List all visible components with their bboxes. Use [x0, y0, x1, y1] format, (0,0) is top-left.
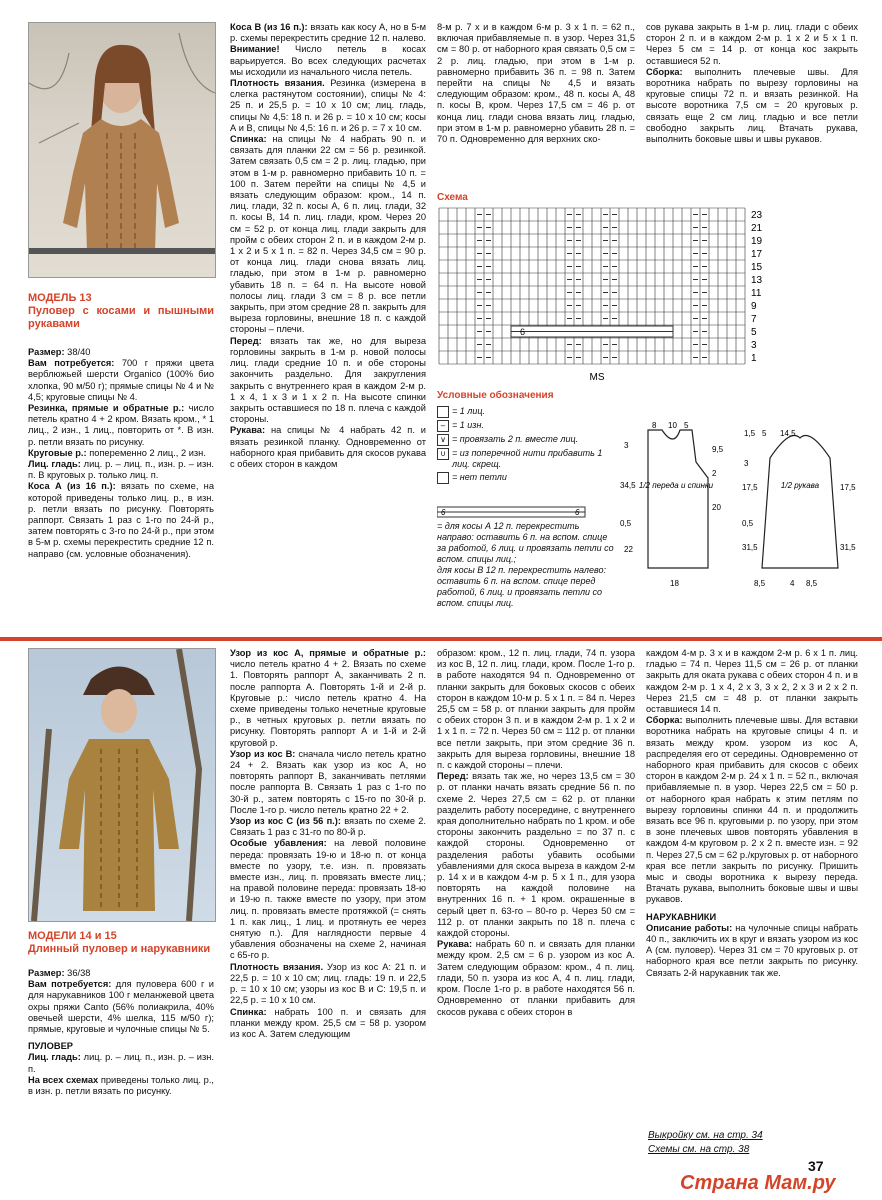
pattern-dimension: 3: [744, 459, 749, 468]
legend-item: [437, 434, 617, 446]
cross-symbol-icon: [437, 506, 587, 518]
pattern-dimension: 17,5: [742, 483, 758, 492]
pattern-dimension: 0,5: [620, 519, 632, 528]
scheme-row-number: 21: [751, 223, 763, 234]
pattern-sleeve: [740, 418, 860, 604]
paragraph: 8-м р. 7 x и в каждом 6-м р. 3 x 1 п. = 62 п., включая прибавляемые п. в узор. Через 31,5 см = 80 р. от наборного края связать 0,5 см = 2 р. лиц. гладью, при этом в 1-м р. равномерно прибавить 36 п. = 98 п. Затем перейти на спицы № 4,5 и вязать следующим образом: кром., 48 п. косы А, 48 п. косы В, кром. Через 17,5 см = 46 р. от конца лиц. глади снова вязать лиц. гладью, при этом в 1-м р. равномерно убавить 28 п. = 70 п. Одновременно для верхних ско-: [437, 22, 635, 145]
pattern1-label: 1/2 переда и спинки: [638, 481, 714, 490]
model13-subtitle: Пуловер с косами и пышными рукавами: [28, 305, 214, 330]
model13-column-4: [646, 22, 858, 182]
paragraph-heading: Лиц. гладь:: [28, 459, 81, 470]
pattern-dimension: 8,5: [806, 579, 818, 588]
pattern-dimension: 4: [790, 579, 795, 588]
paragraph-heading: Резинка, прямые и обратные р.:: [28, 403, 185, 414]
legend-item: [437, 472, 617, 484]
legend-item: [437, 420, 617, 432]
pattern-dimension: 20: [712, 503, 721, 512]
model14-column-3: [437, 648, 635, 1178]
svg-text:6: 6: [575, 508, 580, 517]
paragraph: Вам потребуется: 700 г пряжи цвета верблюжьей шерсти Organico (100% био хлопка, 90 м/50 г); прямые спицы № 4 и № 4,5; круговые спицы № 4.: [28, 358, 214, 402]
scheme-ms-label: MS: [589, 372, 605, 383]
paragraph: Плотность вязания. Резинка (измерена в слегка растянутом состоянии), спицы № 4: 25 п. и 25,5 р. = 10 x 10 см; лиц. гладь, спицы № 4,5: 18 п. и 26 р. = 10 x 10 см; косы А и В, спицы № 4,5: 16 п. и 26 р. = 7 x 10 см.: [230, 78, 426, 133]
legend-cross: [437, 506, 617, 609]
pattern2-label: 1/2 рукава: [780, 481, 820, 490]
scheme-row-number: 11: [751, 288, 762, 299]
legend-text: = провязать 2 п. вместе лиц.: [452, 434, 579, 444]
scheme-row-number: 17: [751, 249, 763, 260]
paragraph: Круговые р.: попеременно 2 лиц., 2 изн.: [28, 447, 206, 458]
paragraph: Сборка: выполнить плечевые швы. Для воротника набрать по вырезу горловины на круговые спицы 72 п. и вязать резинкой. На высоте воротника 7,5 см = 20 круговых р. связать еще 2 см лиц. гладью и все петли свободно закрыть лиц. Втачать рукава, выполнить боковые швы и швы рукавов.: [646, 66, 858, 145]
legend-cross-a: = для косы А 12 п. перекрестить направо: оставить 6 п. на вспом. спице за работой, 6 лиц. и провязать петли со вспом. спицы лиц.;: [437, 521, 614, 564]
paragraph: Коса А (из 16 п.): вязать по схеме, на которой приведены только лиц. р., в изн. р. петли вязать по рисунку. Повторять раппорт. Связать 1 раз с 1-го по 24-й р., затем повторять с 3-го по 24-й р., при этом в 5-м р. схемы перекрестить средние 12 п. направо (см. условные обозначения).: [28, 481, 214, 559]
paragraph-heading: Рукава:: [230, 425, 266, 436]
legend-text: = нет петли: [452, 472, 507, 482]
scheme-cross-label: 6: [520, 327, 526, 337]
paragraph: Внимание! Число петель в косах варьируется. Во всех следующих расчетах мы исходили из начального числа петель.: [230, 44, 426, 77]
model14-title: МОДЕЛИ 14 и 15: [28, 930, 117, 942]
legend-item: [437, 406, 617, 418]
pattern-dimension: 22: [624, 545, 633, 554]
legend-symbol-icon: –: [437, 420, 449, 432]
section-divider: [0, 637, 882, 641]
paragraph: Вам потребуется: для пуловера 600 г и для нарукавников 100 г меланжевой цвета охры пряжи Canto (56% полиакрила, 40% овечьей шерсти, 4% шелка, 115 м/50 г); прямые, круговые и чулочные спицы № 5.: [28, 979, 214, 1035]
paragraph-heading: ПУЛОВЕР: [28, 1041, 73, 1052]
legend-text: = 1 изн.: [452, 420, 484, 430]
paragraph: Рукава: набрать 60 п. и связать для планки между кром. 2,5 см = 6 р. узором из кос А. Затем следующим образом: кром., 4 п. лиц. глади, 50 п. узора из кос А, 4 п. лиц. глади, кром. После 1-го р. в работе находятся 56 п. Одновременно от планки прибавить для скосов рукава с обеих сторон в: [437, 939, 635, 1017]
paragraph: Перед: вязать так же, но для выреза горловины закрыть в 1-м р. новой полосы лиц. глади средние 10 п. и обе стороны закончить раздельно. Для закругления закрыть с внутреннего края в каждом 2-м р. 1 x 4, 1 x 3 и 1 x 2 п. На высоте спинки закрыть оставшиеся по 18 п. плеча с каждой стороны.: [230, 335, 426, 425]
paragraph-heading: Внимание!: [230, 44, 280, 55]
model14-subtitle: Длинный пуловер и нарукавники: [28, 943, 211, 955]
legend-text: = из поперечной нити прибавить 1 лиц. скрещ.: [452, 448, 603, 469]
paragraph-heading: Плотность вязания.: [230, 961, 324, 972]
paragraph: Резинка, прямые и обратные р.: число петель кратно 4 + 2 кром. Вязать кром., * 1 лиц., 2 изн., 1 лиц., повторить от *. В изн. р. петли вязать по рисунку.: [28, 403, 214, 447]
paragraph: Рукава: на спицы № 4 набрать 42 п. и вязать резинкой планку. Одновременно от наборного края прибавить для скосов рукава с обеих сторон в каждом: [230, 425, 426, 469]
pattern-dimension: 9,5: [712, 445, 724, 454]
model13-photo: [28, 22, 216, 278]
legend-cross-b: для косы В 12 п. перекрестить налево: оставить 6 п. на вспом. спице перед работой, 6 лиц. и провязать петли со вспом. спицы лиц.: [437, 565, 607, 608]
svg-text:6: 6: [441, 508, 446, 517]
paragraph: образом: кром., 12 п. лиц. глади, 74 п. узора из кос В, 12 п. лиц. глади, кром. После 1-го р. в работе находятся 94 п. Одновременно от планки закрыть для боковых скосов с обеих сторон в каждом 10-м р. 5 x 1 п. = 84 п. Через 25,5 см = 58 р. от планки закрыть для пройм с обеих сторон 3 п. и в каждом 2-м р. 1 x 2 и 1 x 1 п. = 72 п. Через 50 см = 112 р. от планки все петли закрыть, при этом средние 36 п. закрыть для выреза горловины, внешние 18 п. с каждой стороны – плечи.: [437, 648, 635, 771]
scheme-row-number: 7: [751, 314, 757, 325]
model13-intro: [28, 292, 214, 632]
paragraph-heading: Особые убавления:: [230, 838, 327, 849]
paragraph-heading: Описание работы:: [646, 922, 733, 933]
legend-symbol-icon: ∨: [437, 434, 449, 446]
pattern-dimension: 2: [712, 469, 717, 478]
paragraph-heading: На всех схемах: [28, 1074, 99, 1085]
paragraph: Узор из кос С (из 56 п.): вязать по схеме 2. Связать 1 раз с 31-го по 80-й р.: [230, 816, 426, 838]
scheme-row-number: 9: [751, 301, 757, 312]
pattern-dimension: 31,5: [742, 543, 758, 552]
legend-items: [437, 406, 617, 486]
pattern-dimension: 10: [668, 421, 677, 430]
scheme-row-number: 13: [751, 275, 763, 286]
paragraph: каждом 4-м р. 3 x и в каждом 2-м р. 6 x 1 п. лиц. гладью = 74 п. Через 11,5 см = 26 р. от планки закрыть для оката рукава с обеих сторон 4 п. и в каждом 2-м р. 1 x 4, 2 x 3, 3 x 2, 2 x 3 и 2 x 2 п. Через 21,5 см = 48 р. от планки закрыть оставшиеся 14 п.: [646, 648, 858, 715]
paragraph: Лиц. гладь: лиц. р. – лиц. п., изн. р. – изн. п.: [28, 1052, 214, 1074]
scheme-title: Схема: [437, 192, 468, 203]
paragraph: Описание работы: на чулочные спицы набрать 40 п., заключить их в круг и вязать узором из кос А (см. пуловер). Через 31 см = 70 круговых р. от наборного края все петли закрыть по рисунку. Связать 2-й нарукавник так же.: [646, 922, 858, 978]
paragraph-heading: Лиц. гладь:: [28, 1052, 81, 1063]
paragraph: Спинка: набрать 100 п. и связать для планки между кром. 25,5 см = 58 р. узором из кос А. Затем следующим: [230, 1006, 426, 1039]
pattern-dimension: 8: [652, 421, 657, 430]
legend-text: = 1 лиц.: [452, 406, 485, 416]
model14-column-2: [230, 648, 426, 1178]
paragraph: Коса В (из 16 п.): вязать как косу А, но в 5-м р. схемы перекрестить средние 12 п. налево.: [230, 22, 426, 44]
knitting-scheme-chart: [437, 204, 767, 384]
scheme-row-number: 19: [751, 236, 763, 247]
model14-column-4: [646, 648, 858, 1124]
paragraph-heading: НАРУКАВНИКИ: [646, 911, 717, 922]
paragraph-heading: Спинка:: [230, 134, 267, 145]
pattern-front-back: [618, 418, 738, 604]
paragraph-heading: Круговые р.:: [28, 447, 87, 458]
paragraph-heading: Коса В (из 16 п.):: [230, 22, 308, 32]
schemes-link[interactable]: Схемы см. на стр. 38: [648, 1144, 750, 1155]
paragraph-heading: Узор из кос С (из 56 п.):: [230, 816, 341, 827]
pattern-dimension: 0,5: [742, 519, 754, 528]
scheme-row-number: 15: [751, 262, 763, 273]
paragraph-heading: Рукава:: [437, 939, 473, 950]
model14-column-1: [28, 968, 214, 1097]
pattern-dimension: 31,5: [840, 543, 856, 552]
paragraph-heading: Сборка:: [646, 715, 683, 726]
pattern-dimension: 17,5: [840, 483, 856, 492]
paragraph-heading: Узор из кос А, прямые и обратные р.:: [230, 648, 426, 658]
legend-title: Условные обозначения: [437, 390, 554, 401]
legend-item: [437, 448, 617, 470]
scheme-row-number: 23: [751, 210, 763, 221]
model13-column-1: [28, 347, 214, 560]
paragraph: Сборка: выполнить плечевые швы. Для вставки воротника набрать на круговые спицы 4 п. и вязать между кром. узором из кос А, распределяя его от середины. Одновременно от наборного края прибавить для скосов с обеих сторон в каждом 2-м р. 24 x 1 п. = 52 п., включая прибавляемые п. в узор. Через 22,5 см = 50 р. от наборного края набрать к этим петлям по вырезу горловины спинки 44 п. и продолжить вязать все 96 п. круговыми р. по узору, при этом в зоне плечевых швов повторять убавления в каждом 4-м круговом р. 2 x 2 п. вместе изн. = 92 п. Через 27,5 см = 62 р./круговых р. от наборного края все петли закрыть по рисунку. Пришить мыс и своды воротника к вырезу переда. Втачать рукава, выполнить боковые швы и швы рукавов.: [646, 715, 858, 905]
paragraph-heading: Перед:: [230, 335, 262, 346]
pattern-dimension: 5: [684, 421, 689, 430]
model14-photo: [28, 648, 216, 922]
paragraph-heading: Вам потребуется:: [28, 358, 115, 369]
model13-column-3: [437, 22, 635, 182]
scheme-row-number: 5: [751, 327, 757, 338]
paragraph-heading: Размер:: [28, 968, 65, 978]
paragraph: [28, 1041, 214, 1052]
paragraph: Спинка: на спицы № 4 набрать 90 п. и связать для планки 22 см = 56 р. резинкой. Затем связать 0,5 см = 2 р. лиц. гладью, при этом в 1-м р. равномерно прибавить 10 п. = 100 п. Затем перейти на спицы № 4,5 и вязать следующим образом: кром., 14 п. лиц. глади, 32 п. косы А, 6 п. лиц. глади, 32 п. косы В, 14 п. лиц. глади, кром. Через 20 см = 52 р. от конца лиц. глади закрыть для пройм с обеих сторон 2 п. и в каждом 2-м р. 1 x 2 и 5 x 1 п. = 82 п. Через 34,5 см = 90 р. от конца лиц. глади снова вязать лиц. гладью, при этом в 1-м р. равномерно убавить 18 п. = 64 п. На высоте новой полосы лиц. глади 3 см = 8 р. все петли закрыть, при этом средние 28 п. закрыть для выреза горловины, внешние 18 п. с каждой стороны – плечи.: [230, 134, 426, 335]
paragraph: Узор из кос А, прямые и обратные р.: число петель кратно 4 + 2. Вязать по схеме 1. Повторять раппорт А, заканчивать 2 п. после раппорта А. Повторять 1-й и 2-й р. Круговые р.: число петель кратно 4. На схеме приведены только нечетные круговые р., в четных круговых р. петли вязать по рисунку. Повторять раппорт А и 1-й и 2-й круговой р.: [230, 648, 426, 748]
pattern-dimension: 3: [624, 441, 629, 450]
paragraph: Перед: вязать так же, но через 13,5 см = 30 р. от планки начать вязать средние 56 п. по схеме 2. Через 27,5 см = 62 р. от планки разделить работу посередине, с внутреннего края дополнительно набрать по 1 кром. и обе стороны закончить раздельно = по 37 п. с каждой стороны. Одновременно от разделения работы убавить особыми убавлениями для скоса выреза в каждом 2-м р. 14 x и в каждом 4-м р. 5 x 1 п., для узора повторять на каждой половине на внутренних 16 п. + 1 кром. окрашенные в серый цвет п. 63-го – 80-го р. Через 50 см = 112 р. от планки закрыть по 18 п. плеча с каждой стороны.: [437, 771, 635, 939]
pattern-link[interactable]: Выкройку см. на стр. 34: [648, 1130, 763, 1141]
pattern-dimension: 34,5: [620, 481, 636, 490]
model14-intro: [28, 930, 214, 1170]
paragraph: [646, 912, 858, 923]
paragraph: На всех схемах приведены только лиц. р., в изн. р. петли вязать по рисунку.: [28, 1074, 214, 1097]
paragraph: сов рукава закрыть в 1-м р. лиц. глади с обеих сторон 2 п. и в каждом 2-м р. 1 x 2 и 5 x 1 п. Через 5 см = 14 р. от конца кос закрыть оставшиеся 52 п.: [646, 22, 858, 66]
paragraph: Лиц. гладь: лиц. р. – лиц. п., изн. р. – изн. п. В круговых р. только лиц. п.: [28, 459, 214, 481]
pattern-dimension: 8,5: [754, 579, 766, 588]
paragraph: Особые убавления: на левой половине переда: провязать 19-ю и 18-ю п. от конца вместе по узору, т.е. изн. п. провязать вместе изн., лиц. п. провязать вместе лиц.; на правой половине переда: провязать 18-ю и 19-ю п. также вместе по узору, при этом лиц. п. провязать вместе протяжкой (= снять 1 п. как лиц., 1 лиц. и протянуть ее через снятую п.). Для наглядности первые 4 убавления обозначены на схеме 2, начиная с 65-го р.: [230, 838, 426, 961]
paragraph: Размер: 36/38: [28, 968, 91, 978]
paragraph-heading: Спинка:: [230, 1006, 267, 1017]
paragraph: Узор из кос В: сначала число петель кратно 24 + 2. Вязать как узор из кос А, но повторять раппорт В, заканчивать петлями после раппорта В. Связать 1 раз с 1-го по 30-й р., затем повторять с 15-го по 30-й р. После 1-го р. число петель кратно 22 + 2.: [230, 748, 426, 815]
model13-title: МОДЕЛЬ 13: [28, 292, 92, 304]
pattern-dimension: 1,5: [744, 429, 756, 438]
paragraph-heading: Вам потребуется:: [28, 979, 112, 990]
model13-column-2: [230, 22, 426, 622]
legend-symbol-icon: [437, 406, 449, 418]
paragraph: Размер: 38/40: [28, 347, 91, 357]
paragraph-heading: Плотность вязания.: [230, 78, 325, 89]
paragraph-heading: Узор из кос В:: [230, 748, 296, 759]
paragraph-heading: Размер:: [28, 347, 65, 357]
model13-photo-illustration: [29, 23, 215, 277]
watermark: Страна Мам.ру: [680, 1172, 836, 1194]
legend-symbol-icon: ∪: [437, 448, 449, 460]
paragraph-heading: Сборка:: [646, 66, 683, 77]
paragraph: Плотность вязания. Узор из кос А: 21 п. и 22,5 р. = 10 x 10 см; лиц. гладь: 19 п. и 22,5 р. = 10 x 10 см; узоры из кос В и С: 19,5 п. и 22,5 р. = 10 x 10 см.: [230, 961, 426, 1006]
paragraph-heading: Перед:: [437, 771, 469, 782]
paragraph-heading: Коса А (из 16 п.):: [28, 481, 116, 492]
scheme-row-number: 3: [751, 340, 757, 351]
scheme-row-number: 1: [751, 353, 757, 364]
model14-photo-illustration: [29, 649, 215, 921]
pattern-dimension: 18: [670, 579, 679, 588]
pattern-dimension: 5: [762, 429, 767, 438]
legend-symbol-icon: [437, 472, 449, 484]
pattern-dimension: 14,5: [780, 429, 796, 438]
page-number: 37: [808, 1158, 824, 1174]
